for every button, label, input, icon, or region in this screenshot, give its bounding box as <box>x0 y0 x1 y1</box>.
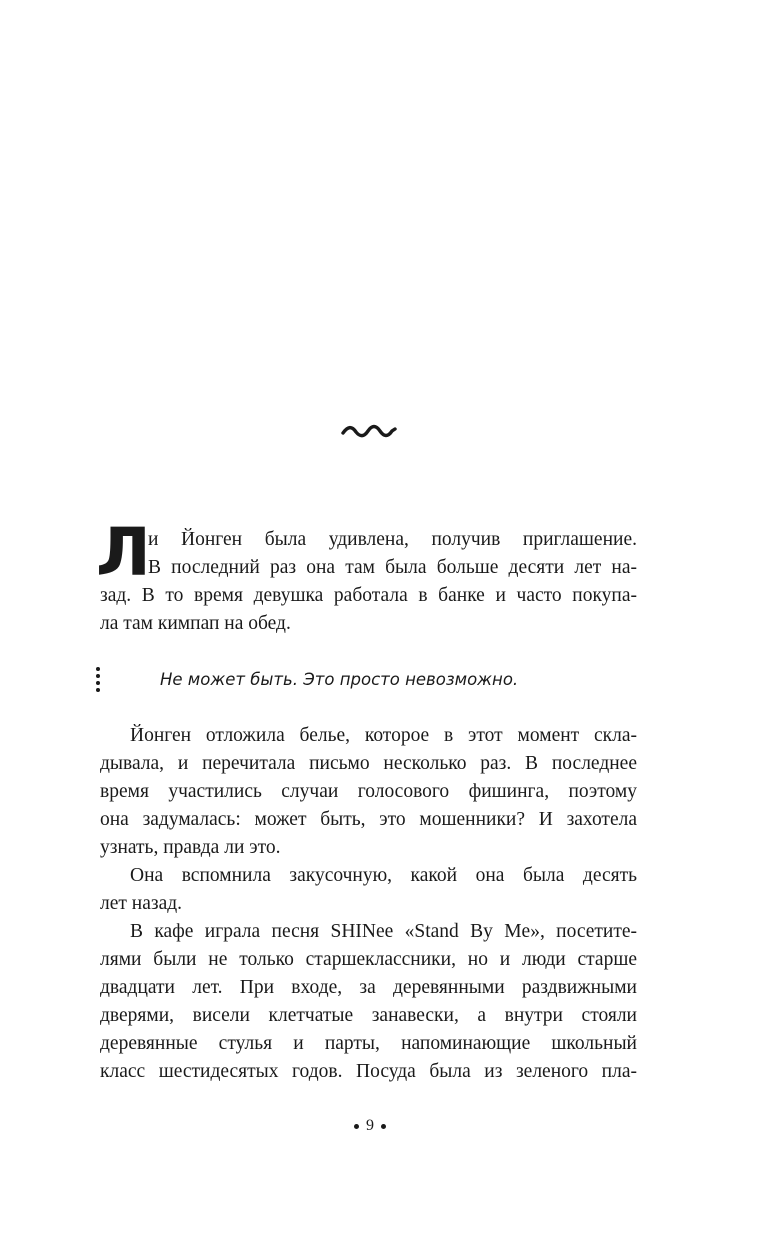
text-line: В кафе играла песня SHINee «Stand By Me», посетите- <box>130 921 637 942</box>
text-line: зад. В то время девушка работала в банке и часто покупа- <box>100 585 637 606</box>
text-line: Она вспомнила закусочную, какой она была десять <box>130 865 637 886</box>
text-line: лет назад. <box>100 893 183 914</box>
text-line: и Йонген была удивлена, получив приглашение. <box>148 529 637 550</box>
page-number <box>340 1114 400 1138</box>
text-line: В последний раз она там была больше десяти лет на- <box>148 557 637 578</box>
bullet-icon <box>381 1124 386 1129</box>
text-line: двадцати лет. При входе, за деревянными раздвижными <box>100 977 637 998</box>
text-line: узнать, правда ли это. <box>100 837 281 858</box>
text-line: лями были не только старшеклассники, но и люди старше <box>100 949 637 970</box>
text-line: время участились случаи голосового фишинга, поэтому <box>100 781 637 802</box>
text-line: дверями, висели клетчатые занавески, а внутри стояли <box>100 1005 637 1026</box>
text-line: деревянные стулья и парты, напоминающие школьный <box>100 1033 637 1054</box>
text-line: ла там кимпап на обед. <box>100 613 291 634</box>
page-number-value: 9 <box>366 1117 374 1134</box>
text-line: класс шестидесятых годов. Посуда была из зеленого пла- <box>100 1061 637 1082</box>
text-line: она задумалась: может быть, это мошенники? И захотела <box>100 809 637 830</box>
wave-ornament-icon <box>340 422 398 440</box>
text-line: дывала, и перечитала письмо несколько раз. В последнее <box>100 753 637 774</box>
drop-cap: Л <box>96 514 151 591</box>
quote-text: Не может быть. Это просто невозможно. <box>160 670 519 689</box>
text-line: Йонген отложила белье, которое в этот момент скла- <box>130 725 637 746</box>
bullet-icon <box>354 1124 359 1129</box>
vertical-dots-icon <box>96 667 104 693</box>
